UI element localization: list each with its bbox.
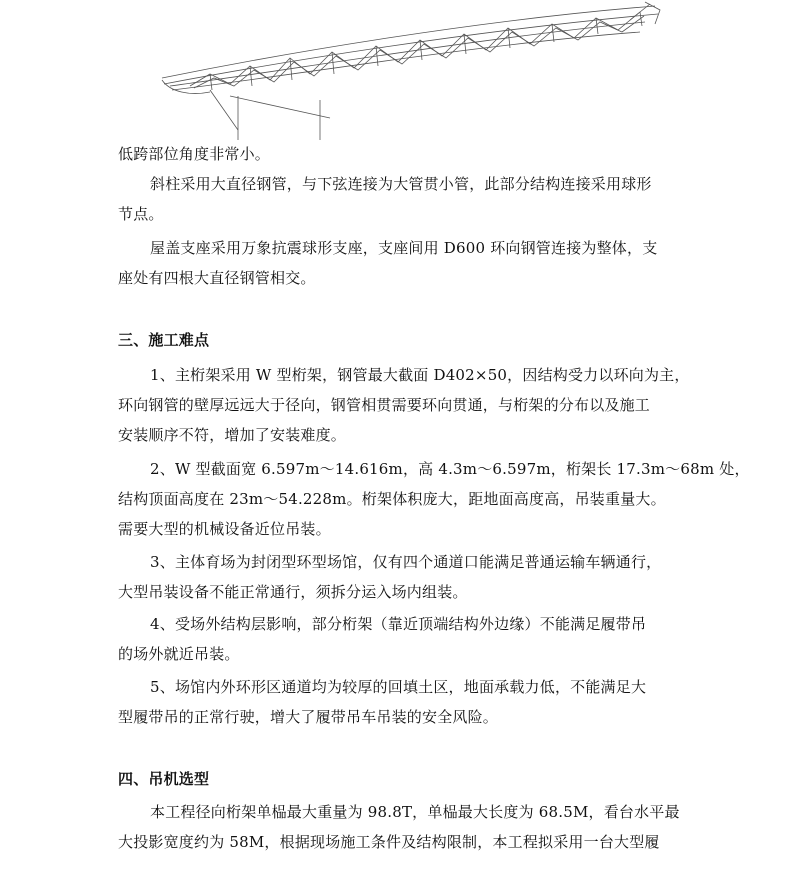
list-item-line: 环向钢管的壁厚远远大于径向，钢管相贯需要环向贯通，与桁架的分布以及施工 [118, 396, 651, 414]
section-heading: 四、吊机选型 [118, 770, 210, 788]
paragraph-line: 大投影宽度约为 58M，根据现场施工条件及结构限制，本工程拟采用一台大型履 [118, 833, 660, 851]
list-item-line: 大型吊装设备不能正常通行，须拆分运入场内组装。 [118, 583, 468, 601]
list-item-line: 4、受场外结构层影响，部分桁架（靠近顶端结构外边缘）不能满足履带吊 [150, 615, 647, 633]
paragraph-line: 本工程径向桁架单榀最大重量为 98.8T，单榀最大长度为 68.5M，看台水平最 [150, 803, 680, 821]
list-item-line: 安装顺序不符，增加了安装难度。 [118, 426, 347, 444]
paragraph-line: 屋盖支座采用万象抗震球形支座，支座间用 D600 环向钢管连接为整体，支 [150, 239, 658, 257]
list-item-line: 型履带吊的正常行驶，增大了履带吊车吊装的安全风险。 [118, 708, 499, 726]
list-item-line: 2、W 型截面宽 6.597m～14.616m，高 4.3m～6.597m，桁架长 17.3m～68m 处， [150, 460, 750, 478]
roof-truss-drawing [150, 0, 670, 140]
paragraph-line: 低跨部位角度非常小。 [118, 145, 271, 163]
list-item-line: 3、主体育场为封闭型环型场馆，仅有四个通道口能满足普通运输车辆通行， [150, 553, 662, 571]
list-item-line: 5、场馆内外环形区通道均为较厚的回填土区，地面承载力低，不能满足大 [150, 678, 647, 696]
list-item-line: 需要大型的机械设备近位吊装。 [118, 520, 331, 538]
list-item-line: 1、主桁架采用 W 型桁架，钢管最大截面 D402×50，因结构受力以环向为主， [150, 366, 690, 384]
paragraph-line: 斜柱采用大直径钢管，与下弦连接为大管贯小管，此部分结构连接采用球形 [150, 175, 652, 193]
paragraph-line: 节点。 [118, 205, 164, 223]
list-item-line: 的场外就近吊装。 [118, 645, 240, 663]
paragraph-line: 座处有四根大直径钢管相交。 [118, 269, 316, 287]
section-heading: 三、施工难点 [118, 331, 210, 349]
list-item-line: 结构顶面高度在 23m～54.228m。桁架体积庞大，距地面高度高，吊装重量大。 [118, 490, 666, 508]
